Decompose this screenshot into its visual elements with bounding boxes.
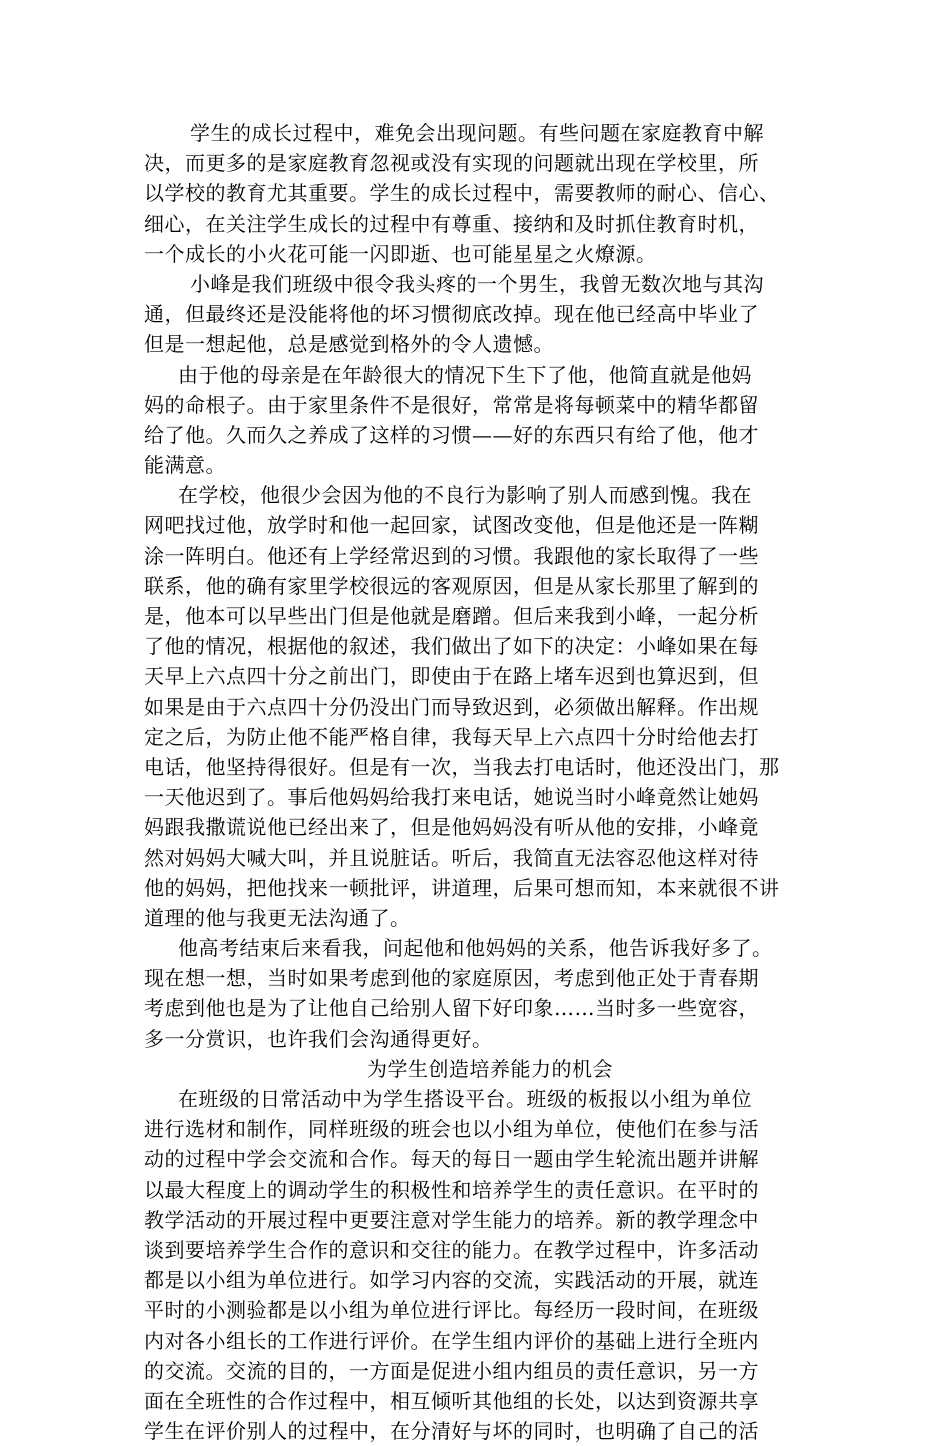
text-line: 谈到要培养学生合作的意识和交往的能力。在教学过程中，许多活动	[144, 1237, 759, 1262]
text-line: 在班级的日常活动中为学生搭设平台。班级的板报以小组为单位	[178, 1087, 752, 1111]
text-line: 定之后，为防止他不能严格自律，我每天早上六点四十分时给他去打	[144, 724, 759, 749]
text-line: 是，他本可以早些出门但是他就是磨蹭。但后来我到小峰，一起分析	[144, 604, 759, 628]
text-line: 他高考结束后来看我，问起他和他妈妈的关系，他告诉我好多了。	[178, 936, 773, 961]
text-line: 细心，在关注学生成长的过程中有尊重、接纳和及时抓住教育时机，	[144, 211, 759, 236]
text-line: 决，而更多的是家庭教育忽视或没有实现的问题就出现在学校里，所	[144, 151, 759, 176]
text-line: 但是一想起他，总是感觉到格外的令人遗憾。	[144, 332, 554, 357]
text-line: 电话，他坚持得很好。但是有一次，当我去打电话时，他还没出门，那	[144, 754, 780, 779]
text-line: 小峰是我们班级中很令我头疼的一个男生，我曾无数次地与其沟	[190, 271, 764, 296]
text-line: 然对妈妈大喊大叫，并且说脏话。听后，我简直无法容忍他这样对待	[144, 845, 759, 870]
text-line: 涂一阵明白。他还有上学经常迟到的习惯。我跟他的家长取得了一些	[144, 543, 759, 568]
text-line: 现在想一想，当时如果考虑到他的家庭原因，考虑到他正处于青春期	[144, 966, 759, 991]
text-line: 在学校，他很少会因为他的不良行为影响了别人而感到愧。我在	[178, 483, 752, 508]
text-line: 能满意。	[144, 453, 226, 478]
text-line: 学生在评价别人的过程中，在分清好与坏的同时，也明确了自己的活	[144, 1419, 759, 1444]
text-line: 联系，他的确有家里学校很远的客观原因，但是从家长那里了解到的	[144, 573, 759, 598]
text-line: 内对各小组长的工作进行评价。在学生组内评价的基础上进行全班内	[144, 1328, 759, 1353]
document-page	[144, 118, 806, 1446]
text-line: 教学活动的开展过程中更要注意对学生能力的培养。新的教学理念中	[144, 1207, 759, 1232]
text-line: 道理的他与我更无法沟通了。	[144, 905, 411, 930]
text-line: 多一分赏识，也许我们会沟通得更好。	[144, 1026, 493, 1051]
text-line: 学生的成长过程中，难免会出现问题。有些问题在家庭教育中解	[190, 121, 764, 145]
text-line: 网吧找过他，放学时和他一起回家，试图改变他，但是他还是一阵糊	[144, 513, 759, 538]
text-line: 给了他。久而久之养成了这样的习惯——好的东西只有给了他，他才	[144, 422, 759, 447]
text-line: 天早上六点四十分之前出门，即使由于在路上堵车迟到也算迟到，但	[144, 664, 759, 689]
text-line: 进行选材和制作，同样班级的班会也以小组为单位，使他们在参与活	[144, 1117, 759, 1142]
text-line: 妈的命根子。由于家里条件不是很好，常常是将每顿菜中的精华都留	[144, 392, 759, 417]
text-line: 都是以小组为单位进行。如学习内容的交流，实践活动的开展，就连	[144, 1268, 759, 1293]
text-line: 以学校的教育尤其重要。学生的成长过程中，需要教师的耐心、信心、	[144, 181, 780, 206]
section-heading: 为学生创造培养能力的机会	[367, 1056, 613, 1081]
text-line: 面在全班性的合作过程中，相互倾听其他组的长处，以达到资源共享	[144, 1388, 759, 1413]
text-line: 了他的情况，根据他的叙述，我们做出了如下的决定：小峰如果在每	[144, 634, 759, 659]
text-line: 以最大程度上的调动学生的积极性和培养学生的责任意识。在平时的	[144, 1177, 759, 1202]
text-line: 妈跟我撒谎说他已经出来了，但是他妈妈没有听从他的安排，小峰竟	[144, 815, 759, 840]
text-line: 的交流。交流的目的，一方面是促进小组内组员的责任意识，另一方	[144, 1358, 759, 1383]
text-line: 通，但最终还是没能将他的坏习惯彻底改掉。现在他已经高中毕业了	[144, 302, 759, 327]
text-line: 由于他的母亲是在年龄很大的情况下生下了他，他简直就是他妈	[178, 362, 752, 387]
text-line: 他的妈妈，把他找来一顿批评，讲道理，后果可想而知，本来就很不讲	[144, 875, 780, 900]
text-line: 考虑到他也是为了让他自己给别人留下好印象……当时多一些宽容，	[144, 996, 759, 1021]
text-line: 动的过程中学会交流和合作。每天的每日一题由学生轮流出题并讲解	[144, 1147, 759, 1172]
text-line: 如果是由于六点四十分仍没出门而导致迟到，必须做出解释。作出规	[144, 694, 759, 719]
text-line: 一天他迟到了。事后他妈妈给我打来电话，她说当时小峰竟然让她妈	[144, 785, 759, 810]
text-line: 平时的小测验都是以小组为单位进行评比。每经历一段时间，在班级	[144, 1298, 759, 1323]
text-line: 一个成长的小火花可能一闪即逝、也可能星星之火燎源。	[144, 241, 657, 266]
